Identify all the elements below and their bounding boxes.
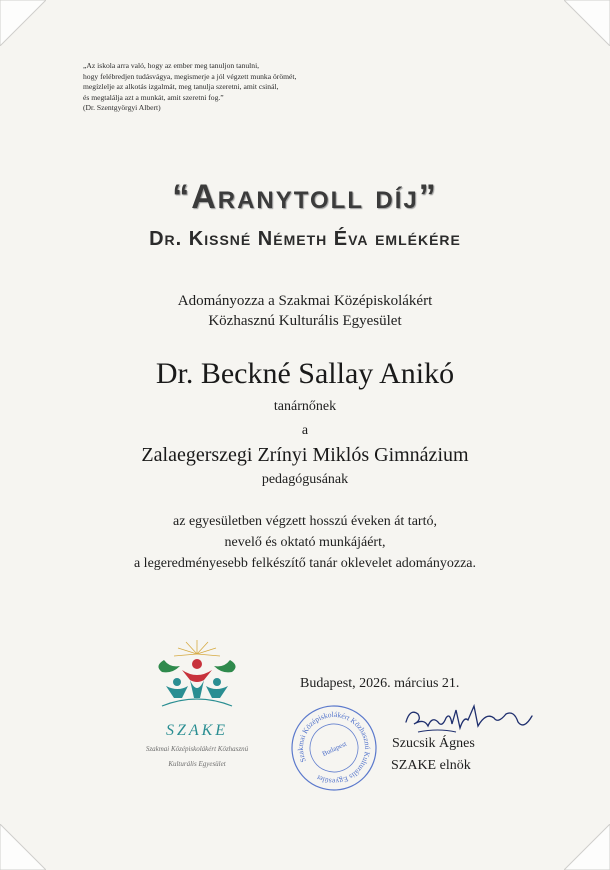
place-date: Budapest, 2026. március 21. [300, 676, 460, 691]
recipient-name: Dr. Beckné Sallay Anikó [155, 357, 455, 390]
citation-line-1: az egyesületben végzett hosszú éveken át tartó, [173, 514, 437, 529]
quote-line: és megtalálja azt a munkát, amit szeretni fog.” [83, 92, 224, 102]
logo-subtitle-2: Kulturális Egyesület [168, 760, 226, 768]
photo-corner-bottom-left [0, 824, 46, 870]
szake-logo-figures [142, 636, 252, 726]
citation-line-2: nevelő és oktató munkájáért, [224, 535, 386, 550]
photo-corner-top-right [564, 0, 610, 46]
quote-author: (Dr. Szentgyörgyi Albert) [83, 103, 161, 113]
stamp-center-text: Budapest [320, 739, 348, 759]
photo-corner-bottom-right [564, 824, 610, 870]
award-title: “Aranytoll díj” [172, 178, 438, 216]
logo-subtitle-1: Szakmai Középiskolákért Közhasznú [145, 745, 249, 753]
quote-line: megízlelje az alkotás izgalmát, meg tanulja szeretni, amit csinál, [83, 82, 279, 92]
round-stamp [290, 704, 378, 792]
photo-corner-top-left [0, 0, 46, 46]
signer-role: SZAKE elnök [391, 758, 471, 773]
recipient-role: tanárnőnek [273, 399, 337, 414]
szake-logo [142, 636, 252, 786]
donor-line-2: Közhasznú Kulturális Egyesület [208, 313, 402, 329]
signer-name: Szucsik Ágnes [392, 736, 475, 751]
school-name: Zalaegerszegi Zrínyi Miklós Gimnázium [141, 444, 469, 466]
stamp-ring-text: Szakmai Középiskolákért Közhasznú Kulturális Egyesület [295, 709, 373, 787]
motto-quote [83, 61, 383, 114]
school-suffix: pedagógusának [261, 472, 349, 487]
recipient-article: a [301, 423, 309, 438]
donor-line-1: Adományozza a Szakmai Középiskolákért [177, 293, 433, 309]
award-subtitle: Dr. Kissné Németh Éva emlékére [149, 228, 461, 250]
quote-line: hogy felébredjen tudásvágya, megismerje a jól végzett munka örömét, [83, 71, 297, 81]
logo-name: SZAKE [165, 722, 229, 739]
citation-line-3: a legeredményesebb felkészítő tanár oklevelet adományozza. [133, 556, 477, 571]
quote-line: „Az iskola arra való, hogy az ember meg tanuljon tanulni, [83, 61, 260, 70]
